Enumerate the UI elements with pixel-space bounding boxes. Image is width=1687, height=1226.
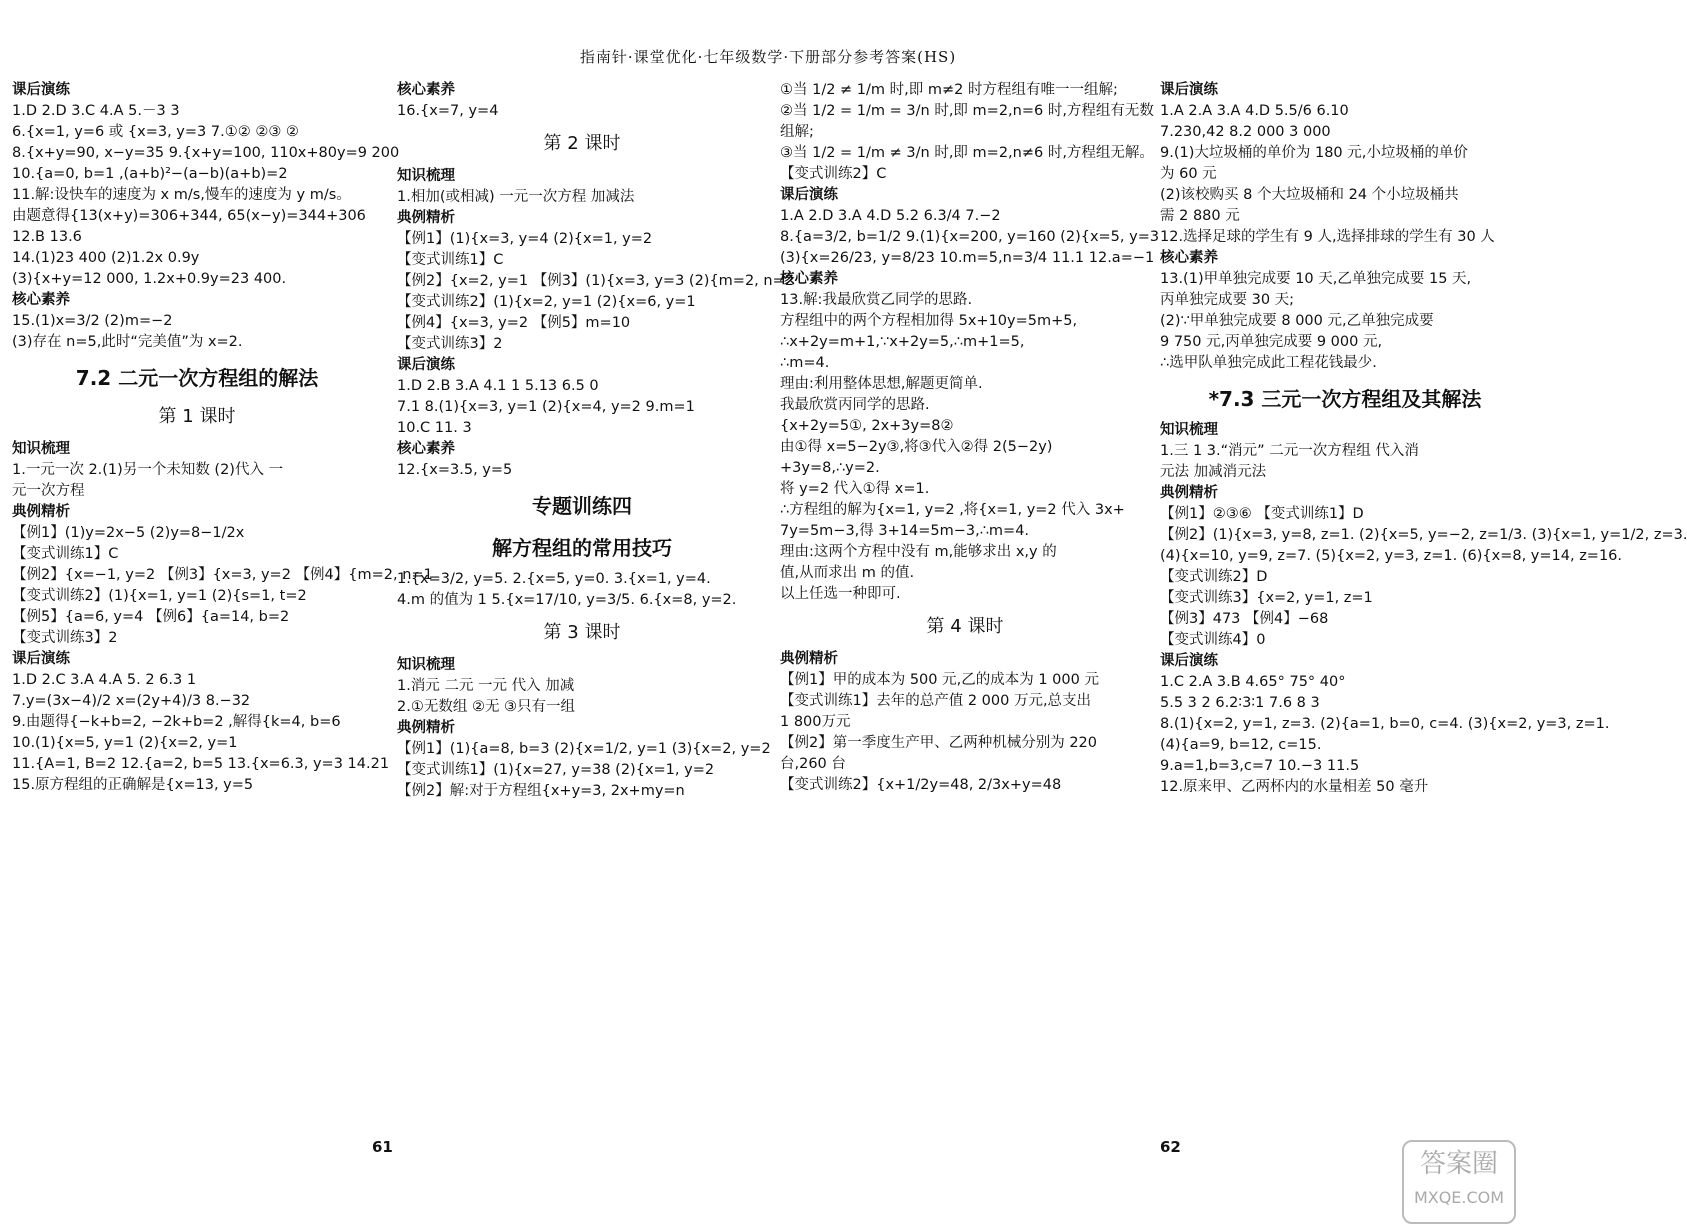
answer-line: 10.(1){x=5, y=1 (2){x=2, y=1 bbox=[12, 735, 238, 751]
answer-line: 10.C 11. 3 bbox=[397, 420, 472, 436]
answer-line: 8.(1){x=2, y=1, z=3. (2){a=1, b=0, c=4. (3){x=2, y=3, z=1. bbox=[1160, 716, 1610, 732]
column-4 bbox=[1160, 80, 1687, 798]
answer-line: (3)存在 n=5,此时“完美值”为 x=2. bbox=[12, 334, 243, 350]
answer-line: 【例1】(1)y=2x−5 (2)y=8−1/2x bbox=[12, 525, 245, 541]
section-label: 核心素养 bbox=[780, 271, 838, 287]
answer-line: 【变式训练1】(1){x=27, y=38 (2){x=1, y=2 bbox=[397, 762, 715, 778]
section-label: 知识梳理 bbox=[397, 168, 455, 184]
answer-line: 【例5】{a=6, y=4 【例6】{a=14, b=2 bbox=[12, 609, 290, 625]
answer-line: 【变式训练1】C bbox=[397, 252, 504, 268]
answer-line: 【例2】(1){x=3, y=8, z=1. (2){x=5, y=−2, z=1/3. (3){x=1, y=1/2, z=3. bbox=[1160, 527, 1687, 543]
section-label: 课后演练 bbox=[12, 651, 70, 667]
section-label: 典例精析 bbox=[397, 720, 455, 736]
answer-line: 【变式训练2】(1){x=2, y=1 (2){x=6, y=1 bbox=[397, 294, 696, 310]
answer-line: 4.m 的值为 1 5.{x=17/10, y=3/5. 6.{x=8, y=2. bbox=[397, 592, 737, 608]
lesson-title: 第 2 课时 bbox=[543, 133, 621, 154]
answer-line: 13.解:我最欣赏乙同学的思路. bbox=[780, 292, 973, 308]
answer-line: 1.三 1 3.“消元” 二元一次方程组 代入消 bbox=[1160, 443, 1419, 459]
answer-line: 1.D 2.C 3.A 4.A 5. 2 6.3 1 bbox=[12, 672, 197, 688]
answer-line: 1.D 2.B 3.A 4.1 1 5.13 6.5 0 bbox=[397, 378, 599, 394]
answer-line: 【例1】(1){x=3, y=4 (2){x=1, y=2 bbox=[397, 231, 653, 247]
answer-line: 6.{x=1, y=6 或 {x=3, y=3 7.①② ②③ ② bbox=[12, 124, 299, 140]
answer-line: 为 60 元 bbox=[1160, 166, 1217, 182]
answer-line: 5.5 3 2 6.2∶3∶1 7.6 8 3 bbox=[1160, 695, 1320, 711]
answer-line: 1.消元 二元 一元 代入 加减 bbox=[397, 678, 575, 694]
answer-line: (3){x=26/23, y=8/23 10.m=5,n=3/4 11.1 12.a=−1 bbox=[780, 250, 1155, 266]
answer-line: 以上任选一种即可. bbox=[780, 586, 901, 602]
answer-line: 1.{x=3/2, y=5. 2.{x=5, y=0. 3.{x=1, y=4. bbox=[397, 571, 711, 587]
answer-line: ∴方程组的解为{x=1, y=2 ,将{x=1, y=2 代入 3x+ bbox=[780, 502, 1125, 518]
answer-line: ∴选甲队单独完成此工程花钱最少. bbox=[1160, 355, 1377, 371]
answer-line: +3y=8,∴y=2. bbox=[780, 460, 880, 476]
answer-line: {x+2y=5①, 2x+3y=8② bbox=[780, 418, 954, 434]
answer-line: 2.①无数组 ②无 ③只有一组 bbox=[397, 699, 576, 715]
answer-line: 9.a=1,b=3,c=7 10.−3 11.5 bbox=[1160, 758, 1360, 774]
answer-line: 元法 加减消元法 bbox=[1160, 464, 1267, 480]
watermark-sub: MXQE.COM bbox=[1413, 1188, 1505, 1207]
lesson-title: 第 3 课时 bbox=[543, 622, 621, 643]
answer-line: 台,260 台 bbox=[780, 756, 846, 772]
answer-line: 1.A 2.A 3.A 4.D 5.5/6 6.10 bbox=[1160, 103, 1349, 119]
answer-line: 我最欣赏丙同学的思路. bbox=[780, 397, 930, 413]
answer-line: (2)∵甲单独完成要 8 000 元,乙单独完成要 bbox=[1160, 313, 1434, 329]
answer-line: 【例2】解:对于方程组{x+y=3, 2x+my=n bbox=[397, 783, 685, 799]
section-label: 典例精析 bbox=[397, 210, 455, 226]
answer-line: 需 2 880 元 bbox=[1160, 208, 1240, 224]
answer-line: 由题意得{13(x+y)=306+344, 65(x−y)=344+306 bbox=[12, 208, 366, 224]
answer-line: 【变式训练2】D bbox=[1160, 569, 1268, 585]
answer-line: 7y=5m−3,得 3+14=5m−3,∴m=4. bbox=[780, 523, 1030, 539]
answer-line: 【例4】{x=3, y=2 【例5】m=10 bbox=[397, 315, 631, 331]
answer-line: 【例1】甲的成本为 500 元,乙的成本为 1 000 元 bbox=[780, 672, 1099, 688]
answer-line: 9.(1)大垃圾桶的单价为 180 元,小垃圾桶的单价 bbox=[1160, 145, 1468, 161]
section-label: 知识梳理 bbox=[12, 441, 70, 457]
page-number-left: 61 bbox=[372, 1138, 393, 1156]
answer-line: 12.B 13.6 bbox=[12, 229, 82, 245]
column-3 bbox=[780, 80, 1160, 796]
column-2 bbox=[397, 80, 794, 802]
section-label: 核心素养 bbox=[397, 82, 455, 98]
answer-line: 15.原方程组的正确解是{x=13, y=5 bbox=[12, 777, 254, 793]
answer-line: 【例1】(1){a=8, b=3 (2){x=1/2, y=1 (3){x=2, y=2 bbox=[397, 741, 771, 757]
answer-line: 由①得 x=5−2y③,将③代入②得 2(5−2y) bbox=[780, 439, 1053, 455]
section-label: 课后演练 bbox=[397, 357, 455, 373]
answer-line: 1.A 2.D 3.A 4.D 5.2 6.3/4 7.−2 bbox=[780, 208, 1001, 224]
answer-line: 【例1】②③⑥ 【变式训练1】D bbox=[1160, 506, 1364, 522]
page-header: 指南针·课堂优化·七年级数学·下册部分参考答案(HS) bbox=[579, 48, 957, 66]
lesson-title: 第 4 课时 bbox=[926, 616, 1004, 637]
answer-line: ②当 1/2 = 1/m = 3/n 时,即 m=2,n=6 时,方程组有无数 bbox=[780, 103, 1154, 119]
answer-line: ③当 1/2 = 1/m ≠ 3/n 时,即 m=2,n≠6 时,方程组无解。 bbox=[780, 145, 1154, 161]
answer-line: 1 800万元 bbox=[780, 714, 851, 730]
section-title: 解方程组的常用技巧 bbox=[492, 536, 672, 560]
answer-line: (4){x=10, y=9, z=7. (5){x=2, y=3, z=1. (6){x=8, y=14, z=16. bbox=[1160, 548, 1623, 564]
answer-line: 15.(1)x=3/2 (2)m=−2 bbox=[12, 313, 173, 329]
answer-line: 9 750 元,丙单独完成要 9 000 元, bbox=[1160, 334, 1383, 350]
lesson-title: 第 1 课时 bbox=[158, 406, 236, 427]
page-number-right: 62 bbox=[1160, 1138, 1181, 1156]
answer-line: 值,从而求出 m 的值. bbox=[780, 565, 915, 581]
section-label: 核心素养 bbox=[1160, 250, 1218, 266]
answer-line: 12.选择足球的学生有 9 人,选择排球的学生有 30 人 bbox=[1160, 229, 1495, 245]
answer-line: (4){a=9, b=12, c=15. bbox=[1160, 737, 1322, 753]
section-label: 课后演练 bbox=[1160, 653, 1218, 669]
answer-line: 12.{x=3.5, y=5 bbox=[397, 462, 513, 478]
answer-line: ①当 1/2 ≠ 1/m 时,即 m≠2 时方程组有唯一一组解; bbox=[780, 82, 1118, 98]
section-label: 课后演练 bbox=[780, 187, 838, 203]
section-title: *7.3 三元一次方程组及其解法 bbox=[1208, 387, 1482, 411]
answer-line: 【例2】第一季度生产甲、乙两种机械分别为 220 bbox=[780, 735, 1098, 751]
answer-line: 丙单独完成要 30 天; bbox=[1160, 292, 1295, 308]
answer-line: 【变式训练3】2 bbox=[12, 630, 118, 646]
column-1 bbox=[12, 80, 433, 796]
answer-line: 14.(1)23 400 (2)1.2x 0.9y bbox=[12, 250, 200, 266]
answer-line: 7.y=(3x−4)/2 x=(2y+4)/3 8.−32 bbox=[12, 693, 251, 709]
answer-line: ∴x+2y=m+1,∵x+2y=5,∴m+1=5, bbox=[780, 334, 1025, 350]
answer-line: 方程组中的两个方程相加得 5x+10y=5m+5, bbox=[780, 313, 1078, 329]
answer-line: 7.1 8.(1){x=3, y=1 (2){x=4, y=2 9.m=1 bbox=[397, 399, 695, 415]
answer-line: 【变式训练1】C bbox=[12, 546, 119, 562]
answer-line: 11.解:设快车的速度为 x m/s,慢车的速度为 y m/s。 bbox=[12, 187, 351, 203]
watermark-logo bbox=[1402, 1140, 1516, 1224]
answer-line: 1.相加(或相减) 一元一次方程 加减法 bbox=[397, 189, 635, 205]
section-label: 典例精析 bbox=[12, 504, 70, 520]
section-label: 知识梳理 bbox=[397, 657, 455, 673]
answer-line: 1.一元一次 2.(1)另一个未知数 (2)代入 一 bbox=[12, 462, 284, 478]
answer-line: 将 y=2 代入①得 x=1. bbox=[780, 481, 930, 497]
answer-line: 理由:利用整体思想,解题更简单. bbox=[780, 376, 983, 392]
section-label: 核心素养 bbox=[12, 292, 70, 308]
answer-line: 【变式训练2】{x+1/2y=48, 2/3x+y=48 bbox=[780, 777, 1062, 793]
answer-line: 元一次方程 bbox=[12, 483, 85, 499]
watermark-main: 答案圈 bbox=[1419, 1149, 1498, 1179]
section-title: 7.2 二元一次方程组的解法 bbox=[75, 366, 319, 390]
answer-line: 组解; bbox=[780, 124, 814, 140]
answer-line: 7.230,42 8.2 000 3 000 bbox=[1160, 124, 1331, 140]
section-label: 课后演练 bbox=[1160, 82, 1218, 98]
answer-line: 【例3】473 【例4】−68 bbox=[1160, 611, 1329, 627]
answer-line: 1.D 2.D 3.C 4.A 5.－3 3 bbox=[12, 103, 180, 119]
section-title: 专题训练四 bbox=[532, 494, 632, 518]
section-label: 核心素养 bbox=[397, 441, 455, 457]
answer-line: 8.{a=3/2, b=1/2 9.(1){x=200, y=160 (2){x=5, y=3 bbox=[780, 229, 1160, 245]
answer-line: 【变式训练2】C bbox=[780, 166, 887, 182]
section-label: 知识梳理 bbox=[1160, 422, 1218, 438]
answer-line: 【例2】{x=2, y=1 【例3】(1){x=3, y=3 (2){m=2, n=2 bbox=[397, 273, 794, 289]
answer-line: 16.{x=7, y=4 bbox=[397, 103, 499, 119]
answer-line: 【例2】{x=−1, y=2 【例3】{x=3, y=2 【例4】{m=2, n=1 bbox=[12, 567, 433, 583]
section-label: 典例精析 bbox=[1160, 485, 1218, 501]
answer-line: 11.{A=1, B=2 12.{a=2, b=5 13.{x=6.3, y=3 14.21 bbox=[12, 756, 390, 772]
answer-line: 9.由题得{−k+b=2, −2k+b=2 ,解得{k=4, b=6 bbox=[12, 714, 341, 730]
answer-line: 理由:这两个方程中没有 m,能够求出 x,y 的 bbox=[780, 544, 1057, 560]
answer-line: 13.(1)甲单独完成要 10 天,乙单独完成要 15 天, bbox=[1160, 271, 1472, 287]
answer-line: 【变式训练2】(1){x=1, y=1 (2){s=1, t=2 bbox=[12, 588, 307, 604]
answer-line: 10.{a=0, b=1 ,(a+b)²−(a−b)(a+b)=2 bbox=[12, 166, 288, 182]
answer-line: 8.{x+y=90, x−y=35 9.{x+y=100, 110x+80y=9 200 bbox=[12, 145, 400, 161]
answer-line: 【变式训练3】{x=2, y=1, z=1 bbox=[1160, 590, 1373, 606]
section-label: 典例精析 bbox=[780, 651, 838, 667]
answer-line: (2)该校购买 8 个大垃圾桶和 24 个小垃圾桶共 bbox=[1160, 187, 1459, 203]
answer-line: 【变式训练4】0 bbox=[1160, 632, 1266, 648]
answer-line: 【变式训练3】2 bbox=[397, 336, 503, 352]
answer-line: 1.C 2.A 3.B 4.65° 75° 40° bbox=[1160, 674, 1346, 690]
answer-line: ∴m=4. bbox=[780, 355, 830, 371]
answer-line: 【变式训练1】去年的总产值 2 000 万元,总支出 bbox=[780, 693, 1092, 709]
section-label: 课后演练 bbox=[12, 82, 70, 98]
answer-line: 12.原来甲、乙两杯内的水量相差 50 毫升 bbox=[1160, 779, 1429, 795]
answer-line: (3){x+y=12 000, 1.2x+0.9y=23 400. bbox=[12, 271, 287, 287]
